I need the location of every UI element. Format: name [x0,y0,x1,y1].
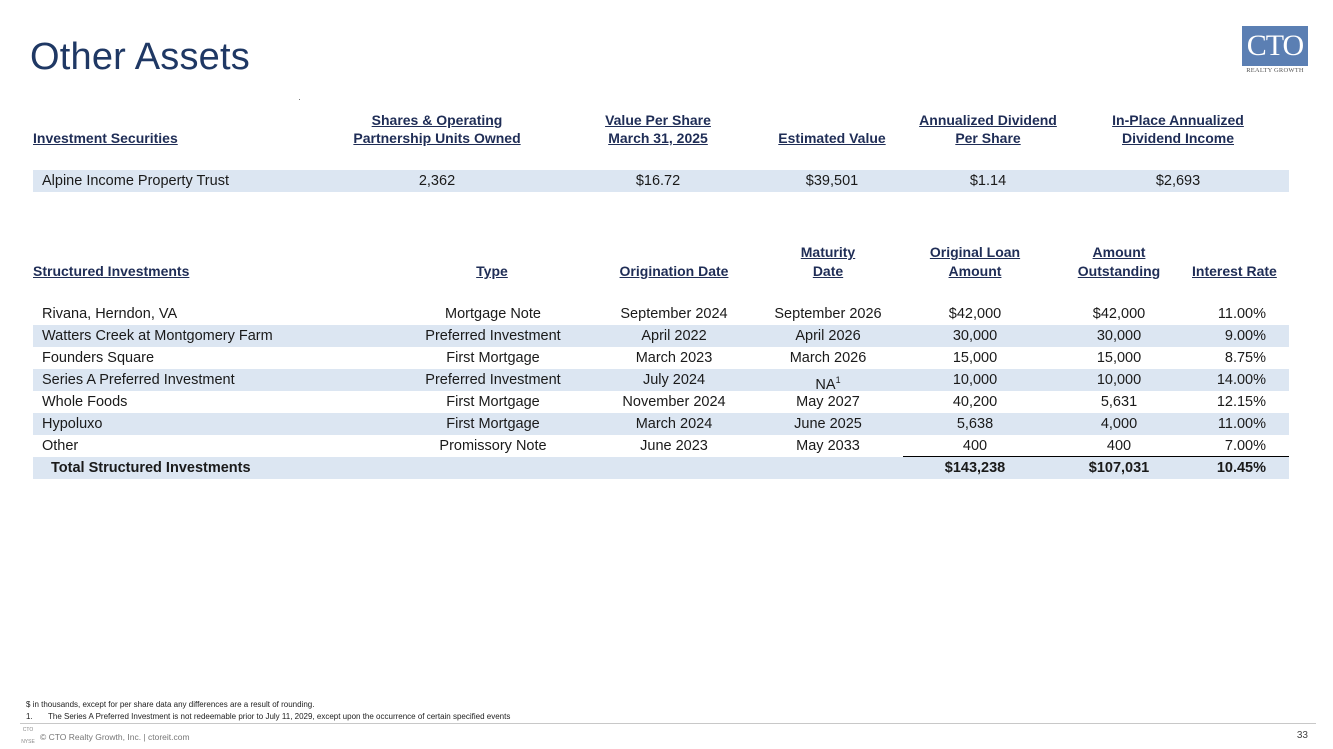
header-dividend-line1: Annualized Dividend [919,112,1057,128]
header-maturity-line2: Date [812,263,844,279]
logo-subtitle: REALTY GROWTH [1246,67,1304,74]
header-outstanding-line2: Outstanding [1077,263,1161,279]
security-estimated-value: $39,501 [805,173,859,189]
table-row-outstanding: 10,000 [1096,372,1142,388]
header-dividend-income-line1: In-Place Annualized [1112,112,1244,128]
header-original-loan-line1: Original Loan [929,244,1021,260]
table-row-type: Preferred Investment [425,328,561,344]
header-original-loan-line2: Amount [948,263,1002,279]
table-row-original: 30,000 [952,328,998,344]
table-row-maturity: September 2026 [774,306,882,322]
table-row-type: Preferred Investment [425,372,561,388]
table-row-original: 400 [962,438,988,454]
table-row-name: Founders Square [42,350,155,366]
table-row-maturity: June 2025 [794,416,862,432]
header-dividend-line2: Per Share [955,130,1021,146]
table-row-original: $42,000 [948,306,1002,322]
header-shares-line1: Shares & Operating [371,112,503,128]
header-dividend-income-line2: Dividend Income [1121,130,1235,146]
table-row-origination: July 2024 [642,372,706,388]
table-row-original: 5,638 [956,416,994,432]
footer-logo-exchange: NYSE [21,739,35,745]
company-logo [1242,26,1308,78]
maturity-value: NA [815,376,836,393]
total-label: Total Structured Investments [51,460,251,476]
table-row-maturity: May 2027 [796,394,860,410]
table-row-name: Whole Foods [42,394,128,410]
table-row-outstanding: 400 [1106,438,1132,454]
footnote-number: 1. [26,712,33,721]
header-type: Type [476,263,508,279]
table-row-maturity: May 2033 [796,438,860,454]
footnote-general: $ in thousands, except for per share data any differences are a result of rounding. [26,700,315,709]
page-number: 33 [1296,730,1308,741]
header-value-per-share-line2: March 31, 2025 [608,130,708,146]
page-title: Other Assets [30,36,250,78]
header-outstanding-line1: Amount [1092,244,1146,260]
footnote-marker: 1 [835,375,841,385]
footer-logo [19,727,37,745]
table-row-name: Other [42,438,79,454]
table-row-rate: 14.00% [1216,372,1266,388]
table-row-origination: September 2024 [620,306,728,322]
table-row-type: First Mortgage [446,350,540,366]
footnote-text: The Series A Preferred Investment is not redeemable prior to July 11, 2029, except upon the occurrence of certain specified events [48,712,511,721]
table-row-original: 40,200 [952,394,998,410]
security-shares: 2,362 [418,173,456,189]
header-value-per-share-line1: Value Per Share [605,112,711,128]
security-value-per-share: $16.72 [635,173,681,189]
table-row-outstanding: $42,000 [1092,306,1146,322]
table-row-origination: March 2023 [635,350,713,366]
header-structured-investments: Structured Investments [33,263,190,279]
header-interest-rate: Interest Rate [1192,263,1277,279]
table-row-original: 15,000 [952,350,998,366]
footnote-1 [26,712,510,721]
header-origination-date: Origination Date [619,263,729,279]
table-row-outstanding: 5,631 [1100,394,1138,410]
footer-logo-mark: CTO [22,727,34,733]
table-row-name: Series A Preferred Investment [42,372,235,388]
table-row-name: Rivana, Herndon, VA [42,306,178,322]
table-row-outstanding: 15,000 [1096,350,1142,366]
table-row-maturity: April 2026 [795,328,861,344]
header-estimated-value: Estimated Value [778,130,886,146]
total-original: $143,238 [944,460,1006,476]
table-row-rate: 11.00% [1217,416,1266,432]
logo-mark: CTO [1242,26,1308,66]
table-row-outstanding: 30,000 [1096,328,1142,344]
table-row-type: First Mortgage [446,416,540,432]
table-row-type: Mortgage Note [445,306,541,322]
security-dividend-per-share: $1.14 [969,173,1007,189]
footer-divider [20,723,1316,724]
table-row-rate: 8.75% [1224,350,1266,366]
security-name: Alpine Income Property Trust [42,173,229,189]
table-row-type: First Mortgage [446,394,540,410]
header-shares-line2: Partnership Units Owned [353,130,521,146]
table-row-type: Promissory Note [439,438,547,454]
table-row-rate: 11.00% [1217,306,1266,322]
table-row-name: Hypoluxo [42,416,103,432]
table-row-origination: November 2024 [622,394,726,410]
total-rate: 10.45% [1216,460,1266,476]
table-row-maturity: March 2026 [789,350,867,366]
total-outstanding: $107,031 [1088,460,1150,476]
table-row-rate: 12.15% [1216,394,1266,410]
stray-dot [299,99,300,100]
header-investment-securities: Investment Securities [33,130,178,146]
table-row-origination: March 2024 [635,416,713,432]
table-row-outstanding: 4,000 [1100,416,1138,432]
table-row-rate: 7.00% [1224,438,1266,454]
table-row-origination: June 2023 [640,438,708,454]
table-row-name: Watters Creek at Montgomery Farm [42,328,273,344]
header-maturity-line1: Maturity [800,244,856,260]
security-dividend-income: $2,693 [1155,173,1201,189]
table-row-original: 10,000 [952,372,998,388]
table-row-origination: April 2022 [641,328,707,344]
copyright: © CTO Realty Growth, Inc. | ctoreit.com [40,732,190,742]
table-row-rate: 9.00% [1224,328,1266,344]
